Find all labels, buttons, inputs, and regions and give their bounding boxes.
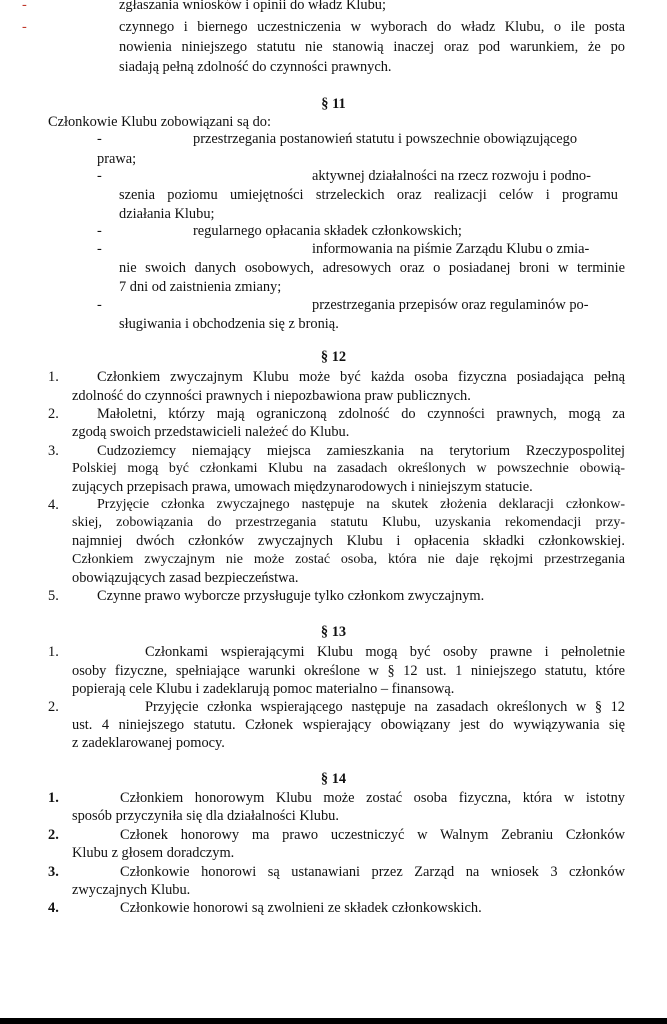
item-number: 4. [48, 497, 59, 513]
list-dash: - [97, 131, 102, 147]
item-number: 1. [48, 790, 59, 806]
text-line: zujących przepisach prawa, umowach międzynarodowych i niniejszym statucie. [72, 479, 533, 495]
text-line: Polskiej mogą być członkami Klubu na zasadach określonych w powszechnie obowią- [72, 461, 625, 476]
item-number: 1. [48, 644, 59, 660]
text-line: Członkiem zwyczajnym Klubu może być każda osoba fizyczna posiadająca pełną [97, 369, 625, 385]
section-heading: § 13 [320, 624, 347, 640]
text-line: zdolność do czynności prawnych i niepozbawiona praw publicznych. [72, 388, 471, 404]
text-line: przestrzegania przepisów oraz regulaminów po- [312, 297, 589, 313]
text-line: regularnego opłacania składek członkowskich; [193, 223, 462, 239]
text-line: zgłaszania wniosków i opinii do władz Klubu; [119, 0, 386, 13]
section-intro: Członkowie Klubu zobowiązani są do: [48, 114, 272, 130]
text-line: 7 dni od zaistnienia zmiany; [119, 279, 282, 295]
text-line: Członek honorowy ma prawo uczestniczyć w Walnym Zebraniu Członków [120, 827, 625, 843]
section-heading: § 11 [321, 96, 346, 112]
item-number: 4. [48, 900, 59, 916]
text-line: obowiązujących zasad bezpieczeństwa. [72, 570, 299, 586]
text-line: Członkiem zwyczajnym nie może zostać osoba, która nie daje rękojmi przestrzegania [72, 552, 625, 567]
text-line: zgodą swoich przedstawicieli należeć do Klubu. [72, 424, 350, 440]
item-number: 2. [48, 827, 59, 843]
text-line: osoby fizyczne, spełniające warunki określone w § 12 ust. 1 niniejszego statutu, które [72, 663, 625, 679]
text-line: działania Klubu; [119, 206, 215, 222]
item-number: 3. [48, 443, 59, 459]
page-bottom-border [0, 1018, 667, 1024]
text-line: aktywnej działalności na rzecz rozwoju i podno- [312, 168, 591, 184]
text-line: Klubu z głosem doradczym. [72, 845, 235, 861]
text-line: Przyjęcie członka zwyczajnego następuje na skutek złożenia deklaracji członkow- [97, 497, 625, 512]
text-line: nowienia niniejszego statutu nie stanowią inaczej oraz pod warunkiem, że po [119, 39, 625, 55]
text-line: Członkami wspierającymi Klubu mogą być osoby prawne i pełnoletnie [145, 644, 625, 660]
text-line: skiej, zobowiązania do przestrzegania statutu Klubu, uzyskania rekomendacji przy- [72, 515, 625, 530]
item-number: 3. [48, 864, 59, 880]
text-line: Członkowie honorowi są zwolnieni ze składek członkowskich. [120, 900, 482, 916]
text-line: popierają cele Klubu i zadeklarują pomoc materialno – finansową. [72, 681, 455, 697]
list-dash: - [97, 223, 102, 239]
list-dash: - [22, 19, 27, 35]
text-line: Członkowie honorowi są ustanawiani przez Zarząd na wniosek 3 członków [120, 864, 625, 880]
text-line: nie swoich danych osobowych, adresowych oraz o posiadanej broni w terminie [119, 260, 625, 276]
list-dash: - [97, 297, 102, 313]
item-number: 2. [48, 699, 59, 715]
text-line: sposób przyczyniła się dla działalności Klubu. [72, 808, 339, 824]
text-line: Cudzoziemcy niemający miejsca zamieszkania na terytorium Rzeczypospolitej [97, 443, 625, 459]
section-heading: § 12 [320, 349, 347, 365]
list-dash: - [97, 168, 102, 184]
text-line: Czynne prawo wyborcze przysługuje tylko członkom zwyczajnym. [97, 588, 485, 604]
text-line: prawa; [97, 151, 137, 167]
text-line: Małoletni, którzy mają ograniczoną zdolność do czynności prawnych, mogą za [97, 406, 625, 422]
text-line: szenia poziomu umiejętności strzeleckich oraz realizacji celów i programu [119, 187, 618, 203]
text-line: zwyczajnych Klubu. [72, 882, 191, 898]
text-line: informowania na piśmie Zarządu Klubu o zmia- [312, 241, 590, 257]
item-number: 5. [48, 588, 59, 604]
item-number: 2. [48, 406, 59, 422]
text-line: siadają pełną zdolność do czynności prawnych. [119, 59, 392, 75]
text-line: Przyjęcie członka wspierającego następuje na zasadach określonych w § 12 [145, 699, 625, 715]
section-heading: § 14 [320, 771, 347, 787]
text-line: Członkiem honorowym Klubu może zostać osoba fizyczna, która w istotny [120, 790, 625, 806]
item-number: 1. [48, 369, 59, 385]
text-line: czynnego i biernego uczestniczenia w wyborach do władz Klubu, o ile posta [119, 19, 625, 35]
text-line: ust. 4 niniejszego statutu. Członek wspierający obowiązany jest do wywiązywania się [72, 717, 625, 733]
text-line: sługiwania i obchodzenia się z bronią. [119, 316, 339, 332]
list-dash: - [22, 0, 27, 13]
text-line: przestrzegania postanowień statutu i powszechnie obowiązującego [193, 131, 578, 147]
list-dash: - [97, 241, 102, 257]
text-line: najmniej dwóch członków zwyczajnych Klubu i opłacenia składki członkowskiej. [72, 533, 625, 549]
text-line: z zadeklarowanej pomocy. [72, 735, 225, 751]
